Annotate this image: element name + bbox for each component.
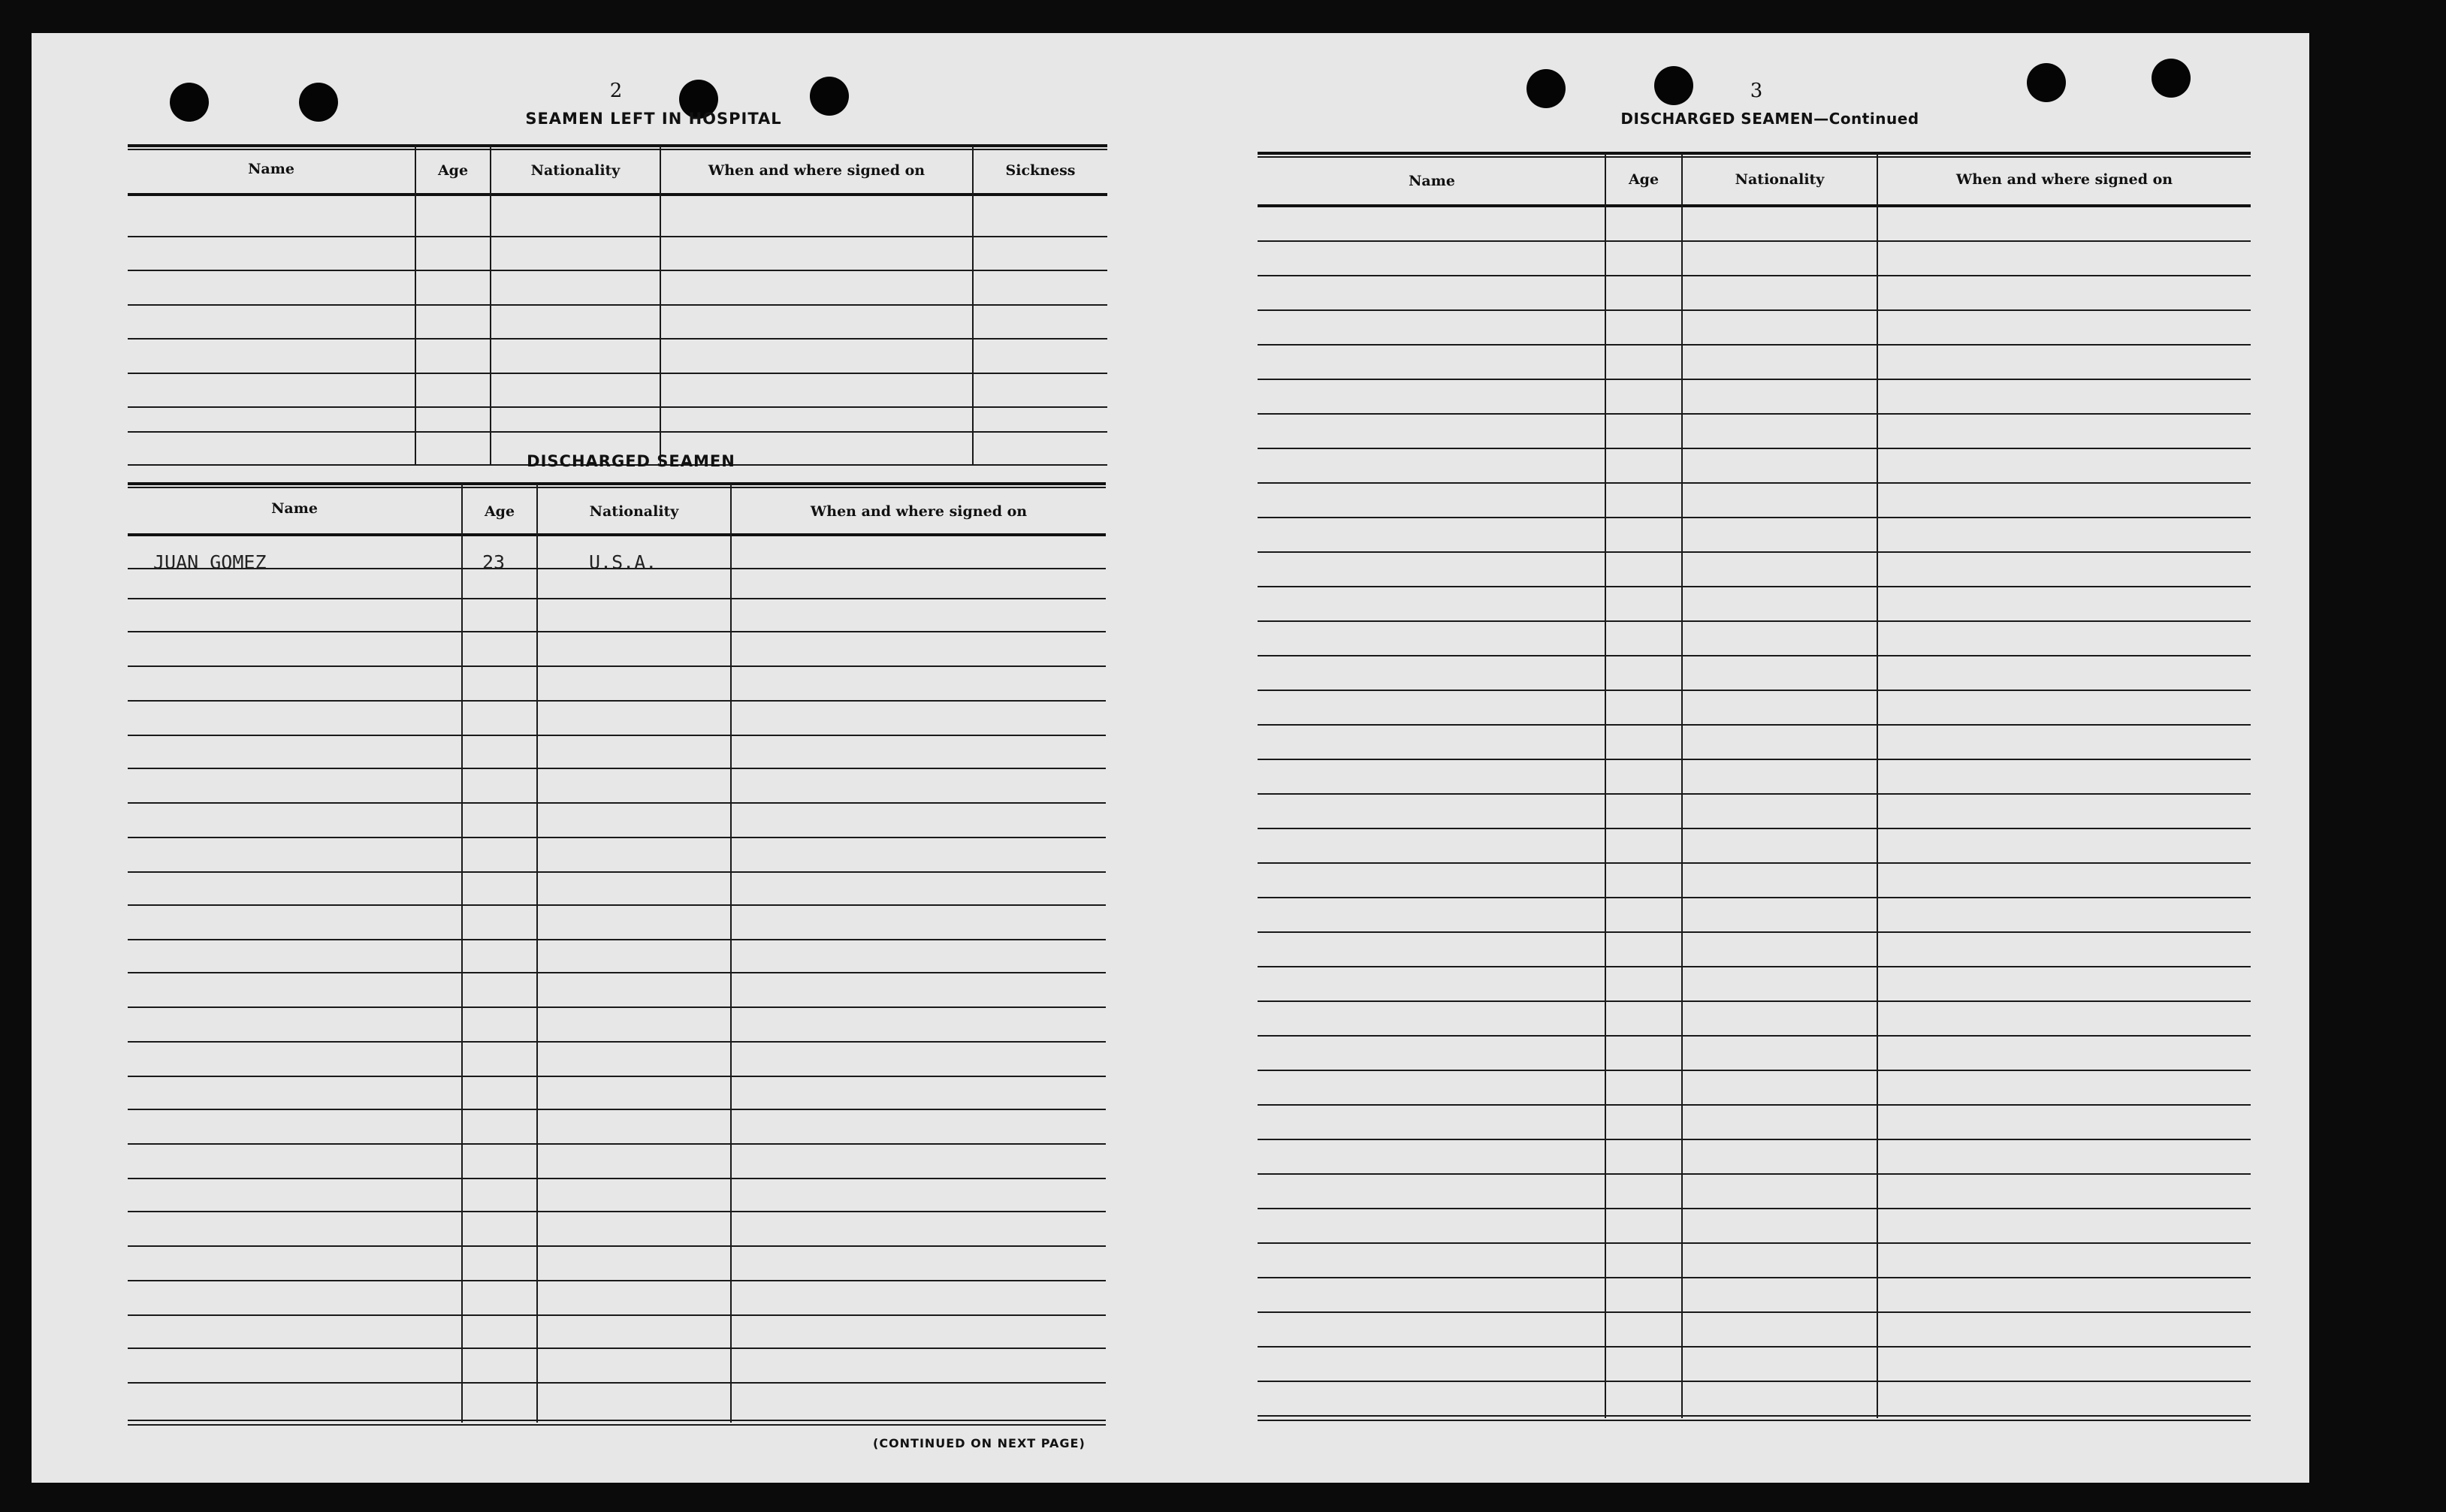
continued-col-age: Age: [1628, 171, 1659, 188]
continued-footer: (CONTINUED ON NEXT PAGE): [873, 1436, 1086, 1450]
table-rule: [128, 373, 1107, 374]
table-rule: [128, 1211, 1106, 1212]
table-rule: [1258, 344, 2251, 346]
table-rule: [1258, 1277, 2251, 1278]
continued-col-name: Name: [1409, 173, 1455, 189]
table-rule: [1258, 275, 2251, 276]
table-rule: [1258, 551, 2251, 553]
table-rule: [128, 1041, 1106, 1043]
table-rule: [128, 939, 1106, 940]
table-rule: [1258, 1208, 2251, 1209]
column-divider: [1681, 153, 1683, 1418]
table-rule: [1258, 517, 2251, 518]
table-rule: [128, 1314, 1106, 1316]
table-rule: [1258, 1381, 2251, 1382]
table-rule: [1258, 690, 2251, 691]
column-divider: [536, 484, 538, 1423]
page-number-left: 2: [609, 80, 623, 102]
table-rule: [1258, 1173, 2251, 1175]
discharged-col-age: Age: [484, 503, 515, 520]
table-rule: [128, 972, 1106, 973]
table-rule: [128, 270, 1107, 271]
table-rule: [128, 768, 1106, 769]
table-rule: [1258, 152, 2251, 155]
table-rule: [128, 1348, 1106, 1349]
table-rule: [1258, 240, 2251, 242]
ledger-sheet: [32, 33, 2309, 1483]
table-rule: [1258, 931, 2251, 933]
table-rule: [128, 735, 1106, 736]
table-rule: [128, 837, 1106, 838]
table-rule: [1258, 759, 2251, 760]
table-rule: [128, 598, 1106, 599]
table-rule: [1258, 1420, 2251, 1421]
hospital-col-age: Age: [437, 162, 469, 179]
table-rule: [1258, 1104, 2251, 1106]
table-rule: [128, 1420, 1106, 1421]
hospital-col-signed-on: When and where signed on: [708, 162, 926, 179]
table-rule: [128, 406, 1107, 408]
table-rule: [1258, 793, 2251, 795]
column-divider: [730, 484, 732, 1423]
table-rule: [1258, 1346, 2251, 1348]
table-rule: [128, 1178, 1106, 1179]
table-rule: [1258, 724, 2251, 726]
column-divider: [461, 484, 463, 1423]
table-rule: [1258, 586, 2251, 587]
table-rule: [1258, 1000, 2251, 1002]
punch-hole: [299, 83, 338, 122]
hospital-section-title: SEAMEN LEFT IN HOSPITAL: [525, 110, 782, 128]
page-number-right: 3: [1750, 80, 1763, 102]
table-rule: [128, 1109, 1106, 1110]
table-rule: [128, 700, 1106, 702]
column-divider: [972, 146, 974, 466]
table-rule: [1258, 1035, 2251, 1037]
table-rule: [128, 802, 1106, 804]
table-rule: [1258, 828, 2251, 829]
table-rule: [1258, 1139, 2251, 1140]
column-divider: [490, 146, 491, 466]
table-rule: [128, 144, 1107, 147]
table-rule: [128, 533, 1106, 536]
table-rule: [1258, 204, 2251, 207]
table-rule: [128, 1382, 1106, 1384]
table-rule: [128, 338, 1107, 340]
table-rule: [128, 149, 1107, 150]
table-rule: [128, 665, 1106, 667]
seaman-name: JUAN GOMEZ: [153, 551, 267, 573]
table-rule: [1258, 897, 2251, 898]
hospital-col-nationality: Nationality: [530, 162, 621, 179]
discharged-col-signed-on: When and where signed on: [810, 503, 1028, 520]
discharged-section-title: DISCHARGED SEAMEN: [527, 452, 735, 470]
table-rule: [128, 1006, 1106, 1008]
table-rule: [1258, 379, 2251, 380]
hospital-col-sickness: Sickness: [1005, 162, 1076, 179]
table-rule: [1258, 862, 2251, 864]
column-divider: [1877, 153, 1878, 1418]
table-rule: [1258, 966, 2251, 967]
table-rule: [128, 871, 1106, 873]
table-rule: [1258, 309, 2251, 311]
punch-hole: [2152, 59, 2191, 98]
column-divider: [660, 146, 661, 466]
table-rule: [1258, 620, 2251, 622]
table-rule: [1258, 1311, 2251, 1313]
table-rule: [128, 904, 1106, 906]
table-rule: [128, 1424, 1106, 1426]
punch-hole: [2027, 63, 2066, 102]
punch-hole: [1526, 69, 1566, 108]
table-rule: [128, 631, 1106, 632]
table-rule: [1258, 1070, 2251, 1071]
table-rule: [1258, 156, 2251, 158]
table-rule: [128, 482, 1106, 485]
discharged-col-nationality: Nationality: [589, 503, 679, 520]
table-rule: [1258, 655, 2251, 656]
continued-col-nationality: Nationality: [1735, 171, 1825, 188]
table-rule: [128, 431, 1107, 433]
table-rule: [128, 1280, 1106, 1281]
table-rule: [1258, 1242, 2251, 1244]
hospital-col-name: Name: [248, 161, 294, 177]
seaman-age: 23: [482, 551, 506, 573]
continued-section-title: DISCHARGED SEAMEN—Continued: [1620, 110, 1919, 128]
table-rule: [1258, 448, 2251, 449]
table-rule: [128, 1076, 1106, 1077]
punch-hole: [1654, 66, 1693, 105]
table-rule: [1258, 413, 2251, 415]
continued-col-signed-on: When and where signed on: [1955, 171, 2173, 188]
table-rule: [128, 487, 1106, 488]
table-rule: [128, 236, 1107, 237]
table-rule: [1258, 1415, 2251, 1417]
table-rule: [128, 193, 1107, 196]
table-rule: [128, 304, 1107, 306]
table-rule: [128, 1245, 1106, 1247]
table-rule: [128, 1143, 1106, 1145]
table-rule: [1258, 482, 2251, 484]
discharged-col-name: Name: [271, 500, 318, 517]
column-divider: [415, 146, 416, 466]
punch-hole: [170, 83, 209, 122]
column-divider: [1605, 153, 1606, 1418]
seaman-nationality: U.S.A.: [589, 551, 657, 573]
